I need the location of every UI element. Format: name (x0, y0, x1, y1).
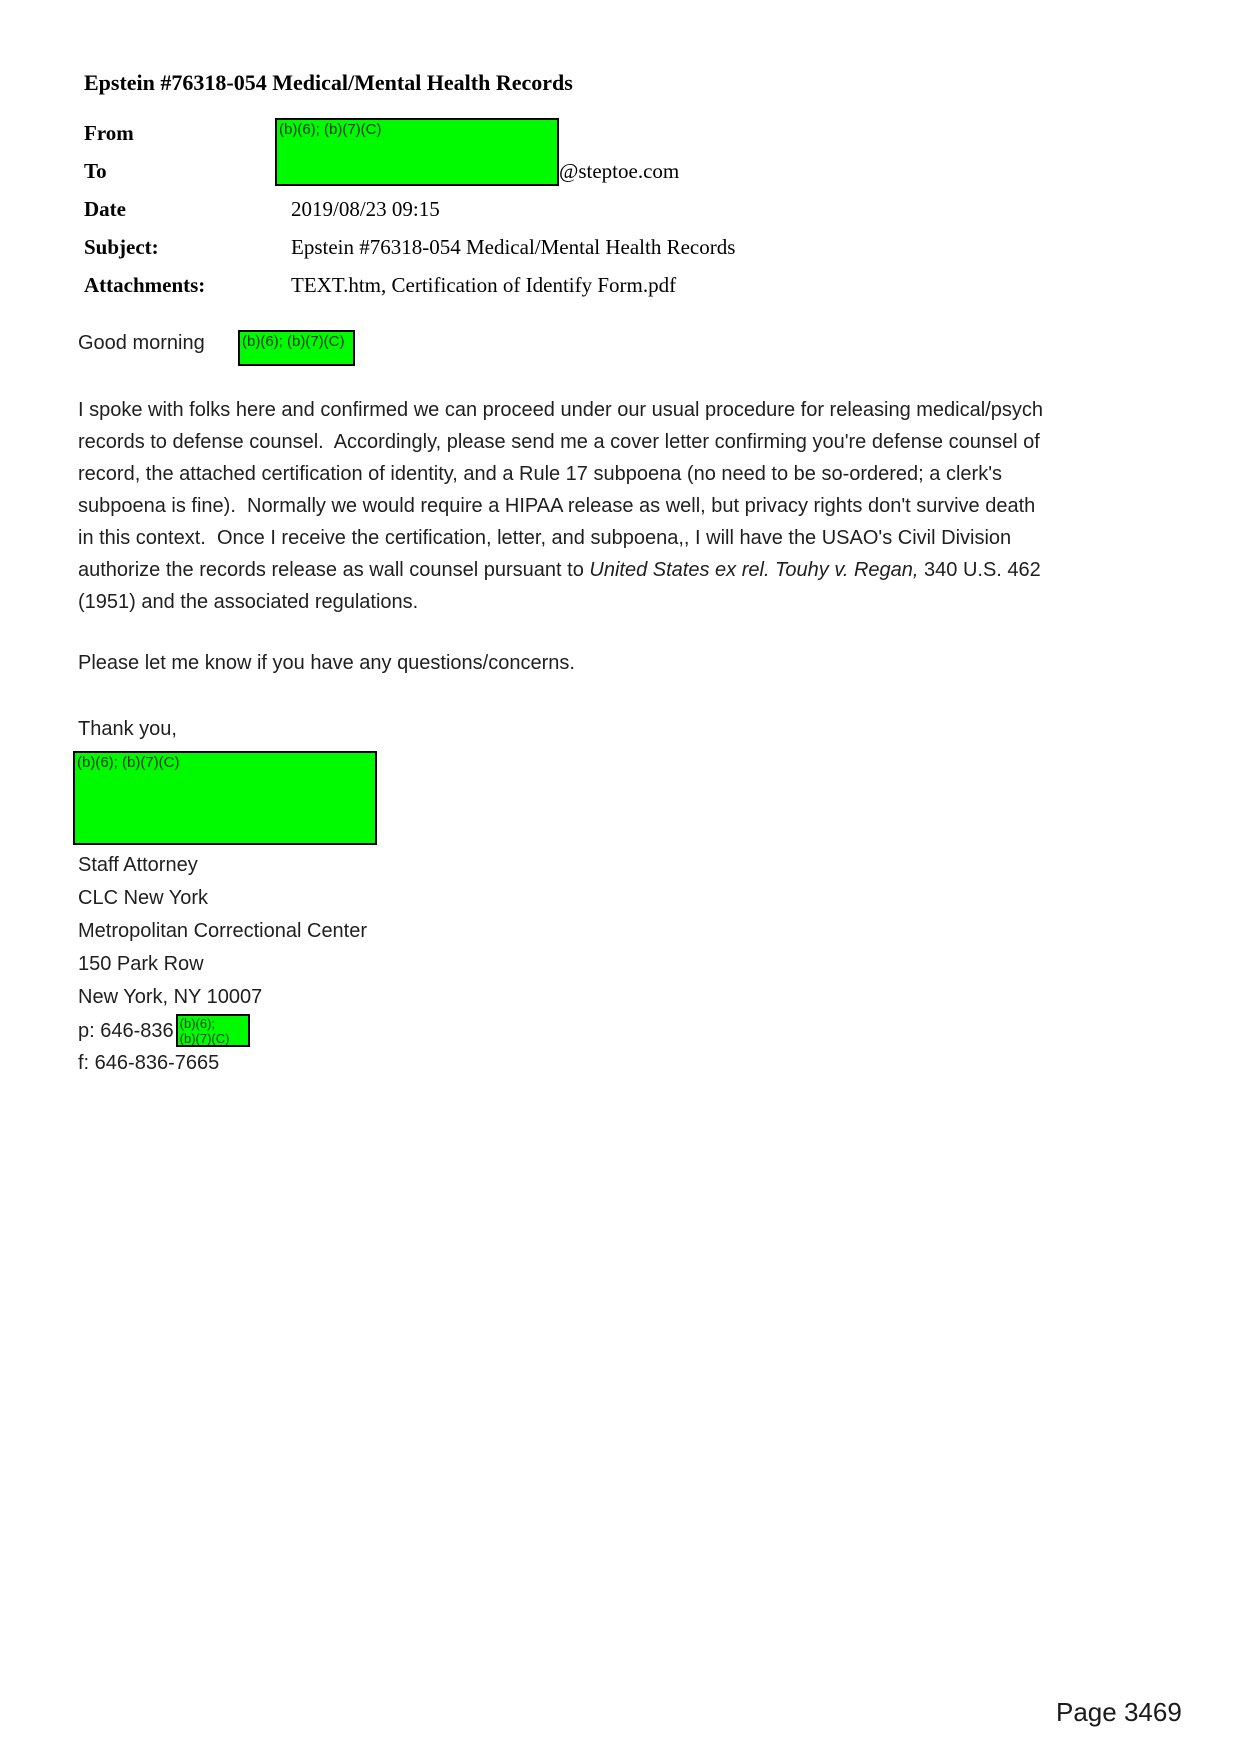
to-value-domain: @steptoe.com (559, 159, 680, 183)
citation-post-text: 340 U.S. 462 (918, 559, 1041, 581)
body-line: in this context. Once I receive the certification, letter, and subpoena,, I will have the USAO's Civil Division (78, 527, 1012, 549)
redaction-exemption-label: (b)(6); (b)(7)(C) (77, 754, 180, 771)
greeting-text: Good morning (78, 332, 205, 354)
body-paragraph-2: Please let me know if you have any questions/concerns. (78, 652, 575, 674)
case-citation-italic: United States ex rel. Touhy v. Regan, (589, 559, 919, 581)
body-paragraph-1 (78, 394, 1043, 618)
redaction-exemption-label: (b)(6); (b)(7)(C) (242, 333, 345, 350)
redaction-box-greeting-name (238, 330, 355, 366)
redaction-exemption-label-line2: (b)(7)(C) (179, 1031, 230, 1046)
body-line: subpoena is fine). Normally we would require a HIPAA release as well, but privacy rights don't survive death (78, 495, 1036, 517)
signature-org: CLC New York (78, 887, 209, 909)
date-label: Date (84, 197, 126, 221)
date-value: 2019/08/23 09:15 (291, 197, 440, 221)
signature-street: 150 Park Row (78, 953, 204, 975)
phone-prefix: p: 646-836 (78, 1020, 174, 1042)
page-number: Page 3469 (1056, 1697, 1182, 1727)
body-line: I spoke with folks here and confirmed we can proceed under our usual procedure for releasing medical/psych (78, 399, 1043, 421)
redaction-exemption-label-line1: (b)(6); (179, 1016, 216, 1031)
redaction-box-signature-name (73, 751, 377, 845)
body-line: (1951) and the associated regulations. (78, 591, 419, 613)
body-line: records to defense counsel. Accordingly, please send me a cover letter confirming you're defense counsel of (78, 431, 1040, 453)
signature-fax: f: 646-836-7665 (78, 1052, 220, 1074)
signature-city: New York, NY 10007 (78, 986, 263, 1008)
redaction-exemption-label: (b)(6); (b)(7)(C) (279, 121, 382, 138)
signature-role: Staff Attorney (78, 854, 198, 876)
closing-text: Thank you, (78, 718, 177, 740)
body-line: record, the attached certification of identity, and a Rule 17 subpoena (no need to be so-ordered; a clerk's (78, 463, 1003, 485)
body-line-with-citation (78, 554, 1043, 586)
subject-value: Epstein #76318-054 Medical/Mental Health Records (291, 235, 736, 259)
attachments-value: TEXT.htm, Certification of Identify Form.pdf (291, 273, 677, 297)
from-label: From (84, 121, 134, 145)
subject-label: Subject: (84, 235, 159, 259)
signature-block (78, 849, 367, 1080)
citation-pre-text: authorize the records release as wall counsel pursuant to (78, 559, 590, 581)
redaction-box-phone (176, 1014, 250, 1047)
attachments-label: Attachments: (84, 273, 206, 297)
signature-phone-line (78, 1014, 367, 1047)
redaction-box-from-to (275, 118, 559, 186)
to-label: To (84, 159, 107, 183)
email-title: Epstein #76318-054 Medical/Mental Health Records (84, 70, 573, 95)
signature-facility: Metropolitan Correctional Center (78, 920, 368, 942)
